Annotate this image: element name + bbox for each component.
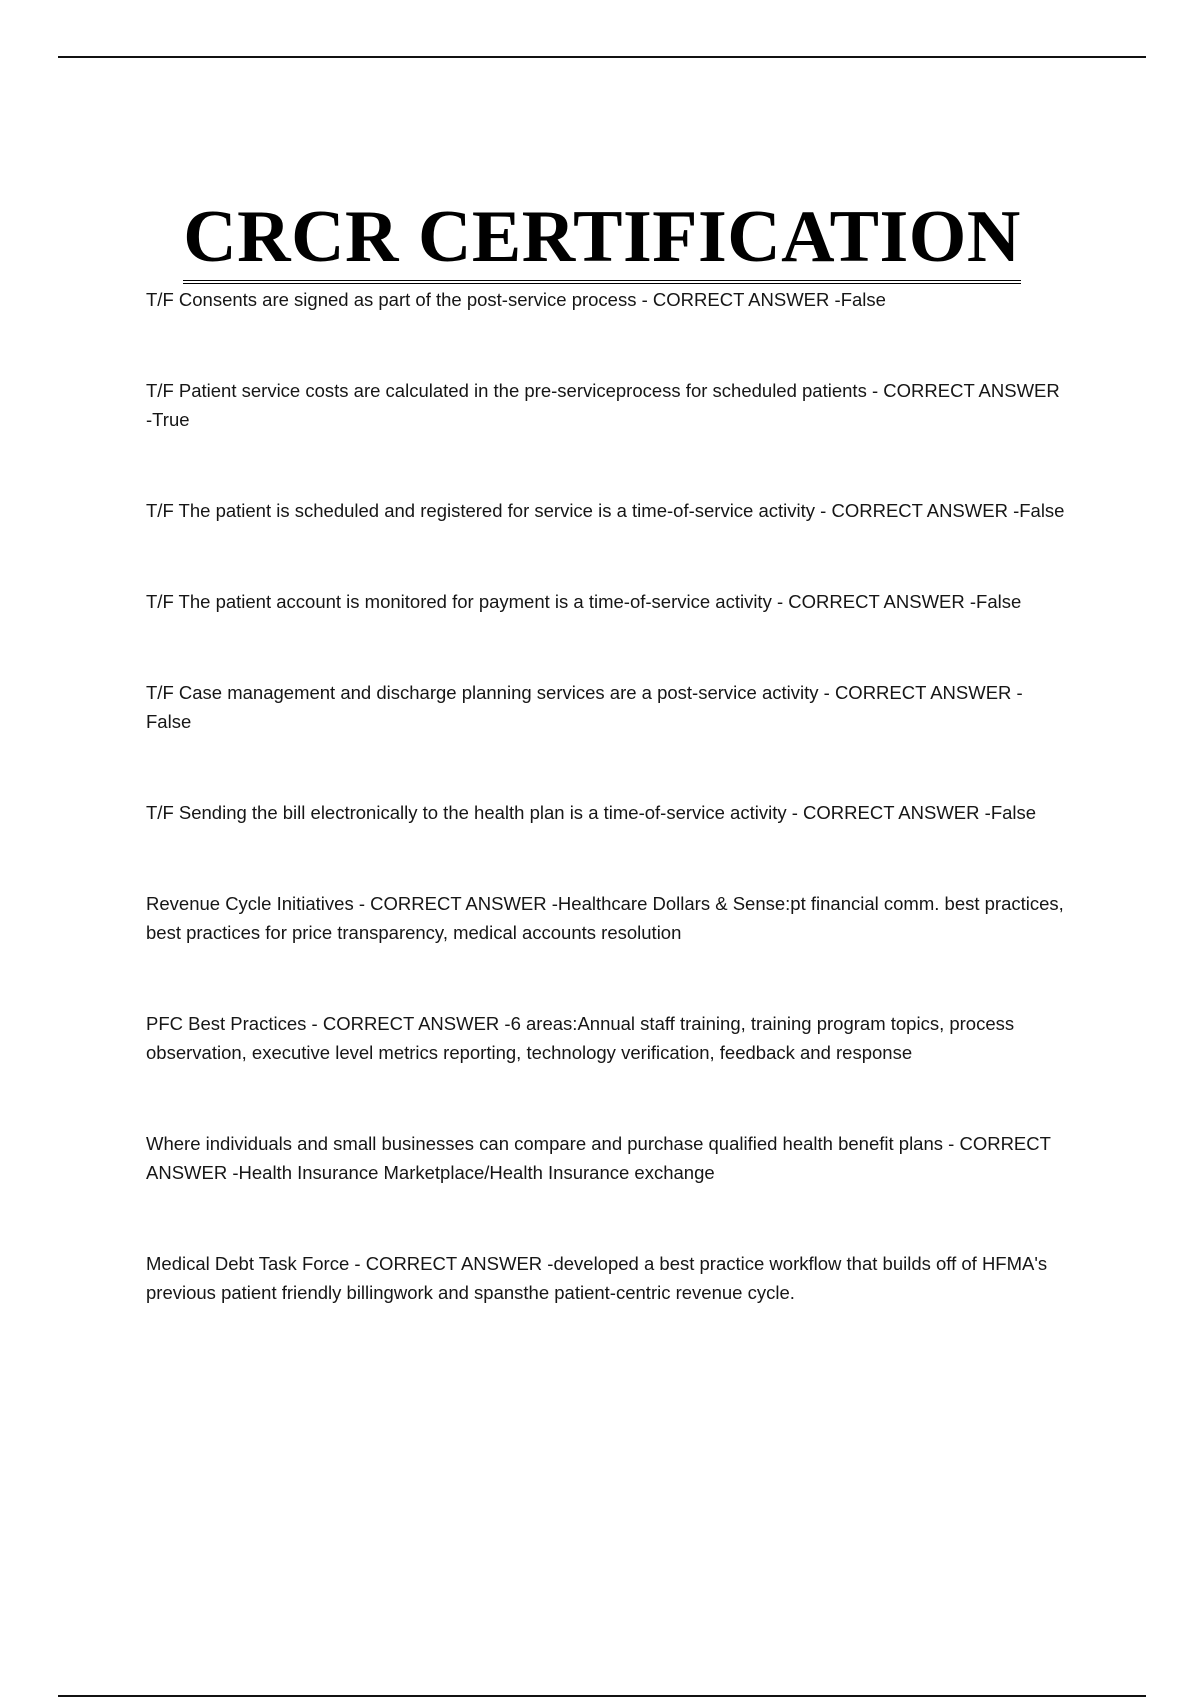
answer-text: False — [146, 711, 192, 732]
answer-text: False — [1019, 500, 1065, 521]
answer-text: Health Insurance Marketplace/Health Insurance exchange — [238, 1162, 715, 1183]
answer-separator: - CORRECT ANSWER - — [786, 802, 991, 823]
qa-item — [146, 678, 1066, 736]
question-text: T/F Case management and discharge planning services are a post-service activity — [146, 682, 819, 703]
answer-text: False — [990, 802, 1037, 823]
question-text: T/F The patient is scheduled and registered for service is a time-of-service activity — [146, 500, 816, 521]
qa-item — [146, 1249, 1066, 1307]
question-text: T/F Sending the bill electronically to the health plan is a time-of-service activity — [146, 802, 787, 823]
answer-separator: - CORRECT ANSWER - — [353, 893, 558, 914]
qa-item — [146, 587, 1066, 616]
answer-separator: - CORRECT ANSWER - — [636, 289, 841, 310]
question-text: T/F Consents are signed as part of the post-service process — [146, 289, 637, 310]
qa-item — [146, 798, 1066, 827]
qa-item — [146, 376, 1066, 434]
answer-text: True — [152, 409, 190, 430]
question-text: T/F The patient account is monitored for payment is a time-of-service activity — [146, 591, 772, 612]
qa-item — [146, 1009, 1066, 1067]
answer-text: False — [976, 591, 1022, 612]
answer-text: developed a best practice workflow that builds off of HFMA's previous patient friendly billingwork and spansthe patient-centric revenue cycle. — [146, 1253, 1048, 1303]
question-text: Revenue Cycle Initiatives — [146, 893, 354, 914]
qa-item — [146, 1129, 1066, 1187]
qa-item — [146, 889, 1066, 947]
top-rule — [58, 56, 1146, 58]
qa-item — [146, 496, 1066, 525]
answer-separator: - CORRECT ANSWER - — [818, 682, 1023, 703]
answer-separator: - CORRECT ANSWER - — [146, 380, 1060, 430]
answer-separator: - CORRECT ANSWER - — [306, 1013, 511, 1034]
qa-list — [146, 285, 1066, 1307]
question-text: Medical Debt Task Force — [146, 1253, 350, 1274]
bottom-rule — [58, 1695, 1146, 1697]
document-title: CRCR CERTIFICATION — [183, 200, 1021, 284]
answer-separator: - CORRECT ANSWER - — [349, 1253, 554, 1274]
answer-text: Healthcare Dollars & Sense:pt financial comm. best practices, best practices for price transparency, medical accounts resolution — [146, 893, 1064, 943]
question-text: Where individuals and small businesses can compare and purchase qualified health benefit plans — [146, 1133, 944, 1154]
answer-separator: - CORRECT ANSWER - — [146, 1133, 1051, 1183]
answer-separator: - CORRECT ANSWER - — [771, 591, 977, 612]
question-text: T/F Patient service costs are calculated in the pre-serviceprocess for scheduled patients — [146, 380, 867, 401]
answer-separator: - CORRECT ANSWER - — [815, 500, 1020, 521]
answer-text: 6 areas:Annual staff training, training program topics, process observation, executive level metrics reporting, technology verification, feedback and response — [146, 1013, 1015, 1063]
answer-text: False — [840, 289, 886, 310]
question-text: PFC Best Practices — [146, 1013, 307, 1034]
qa-item — [146, 285, 1066, 314]
